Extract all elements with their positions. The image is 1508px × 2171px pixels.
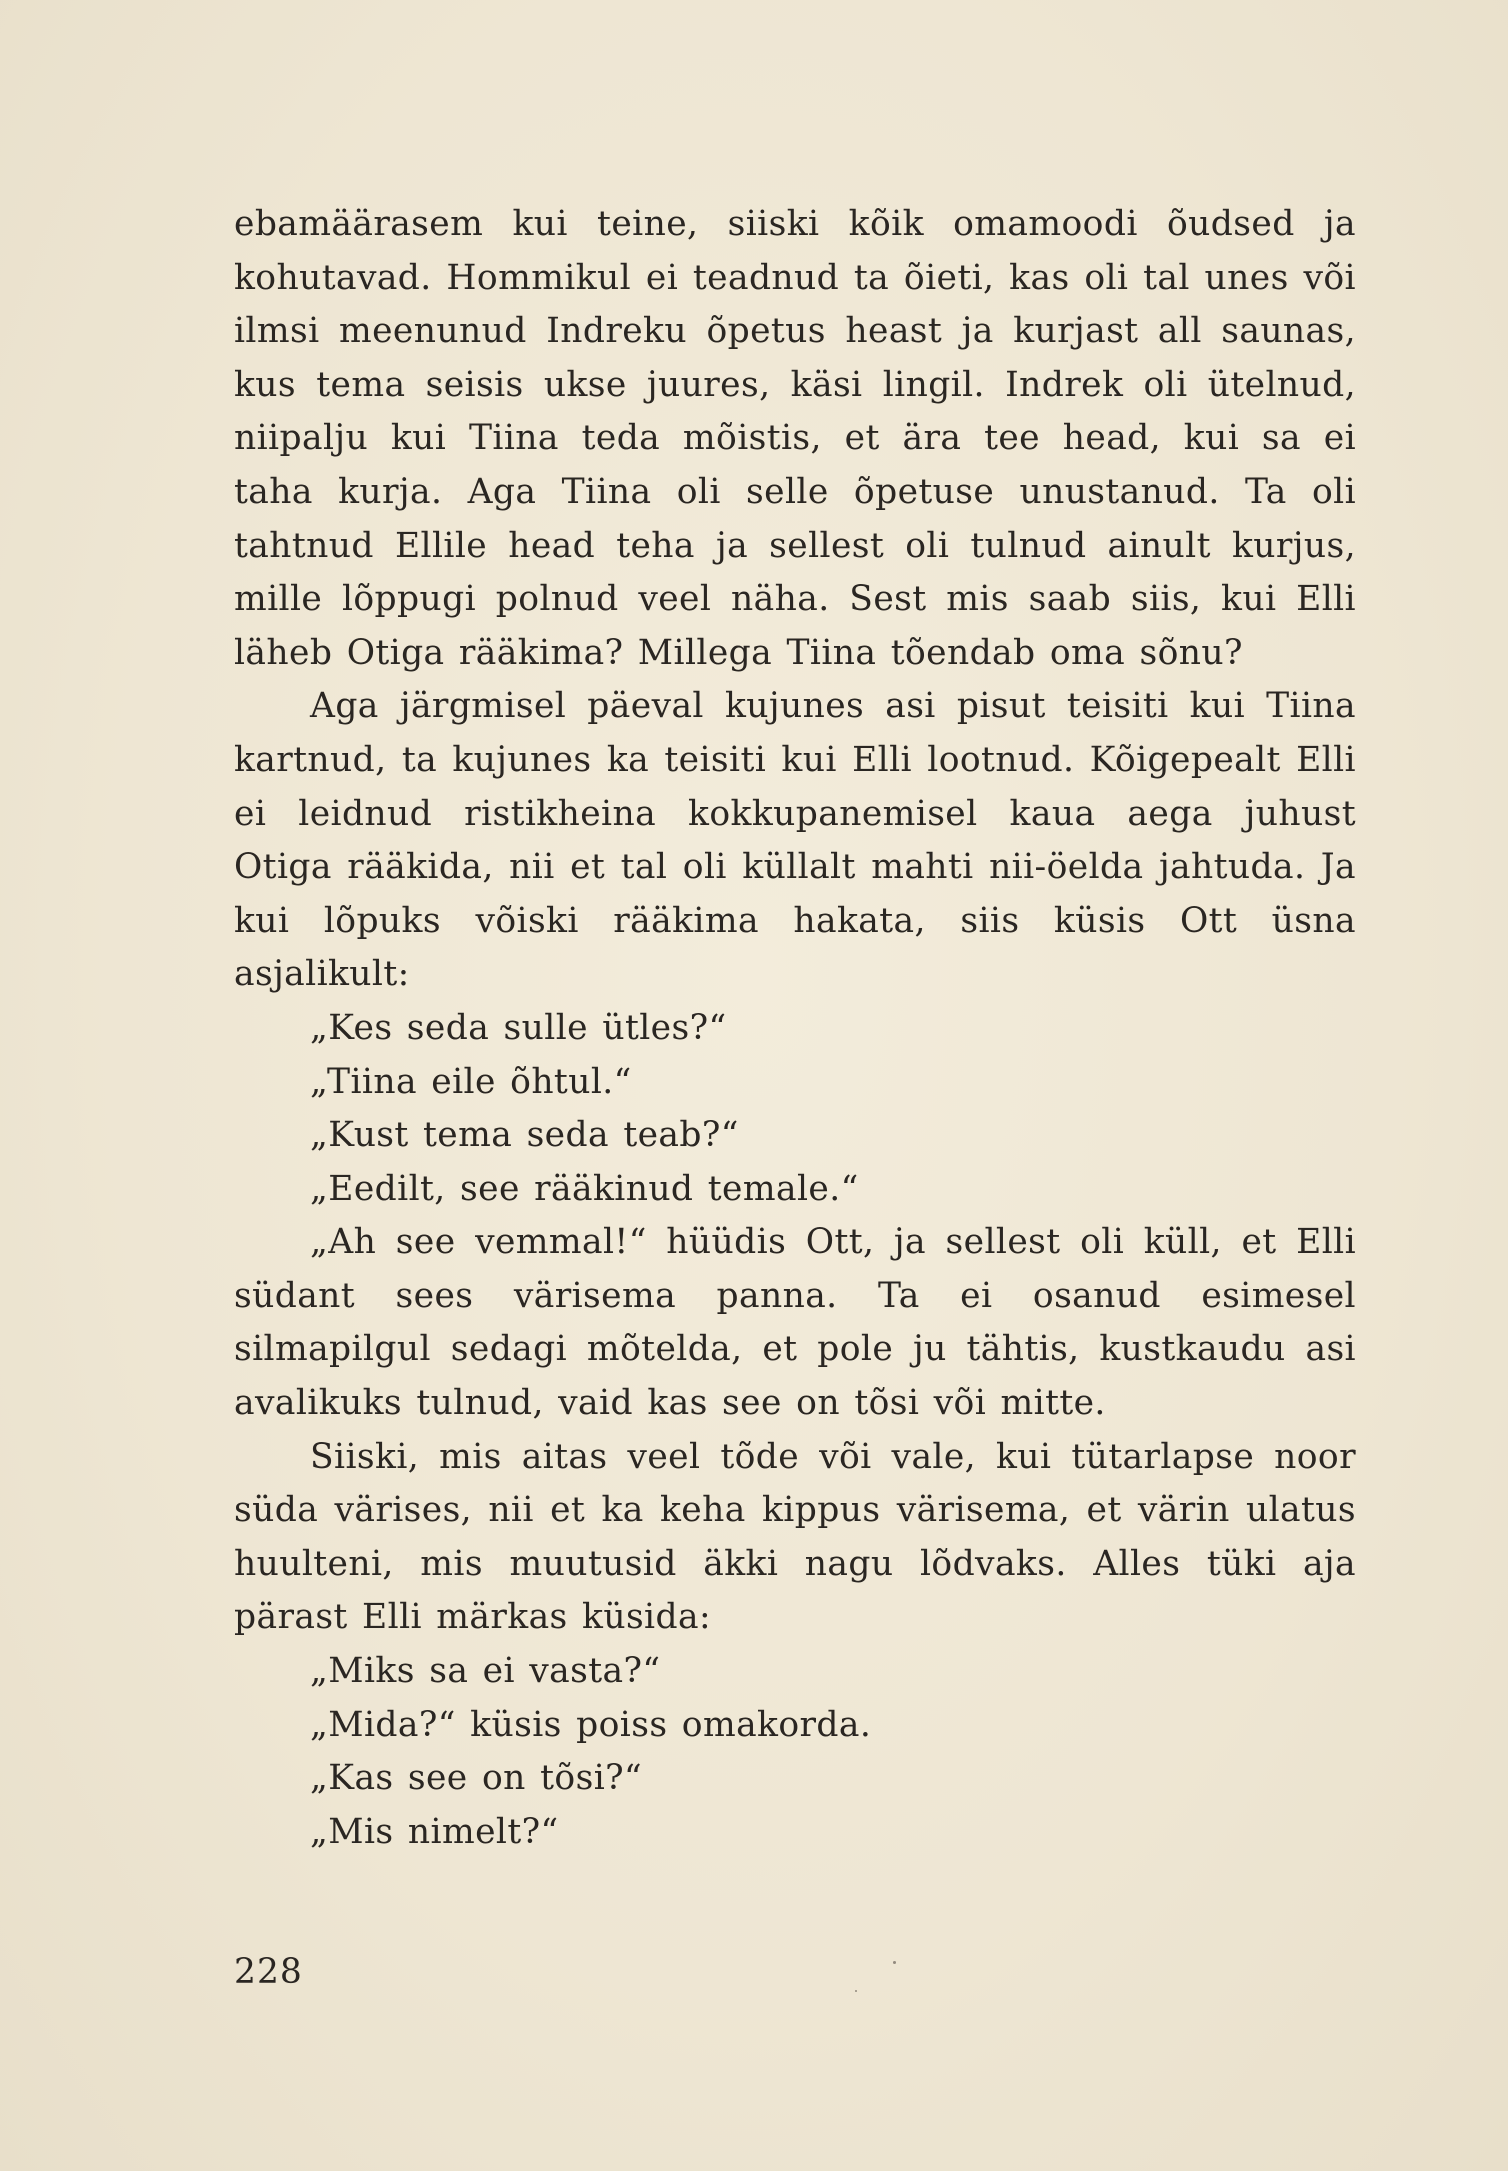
dialogue-line: „Mida?“ küsis poiss omakorda.	[310, 1704, 872, 1745]
dialogue-line: „Miks sa ei vasta?“	[310, 1651, 661, 1692]
dialogue-line: „Eedilt, see rääkinud temale.“	[310, 1168, 859, 1209]
paragraph: ebamäärasem kui teine, siiski kõik omamoodi õudsed ja kohutavad. Hommikul ei teadnud ta õieti, kas oli tal unes või ilmsi meenunud Indreku õpetus heast ja kurjast all saunas, kus tema seisis ukse juures, käsi lingil. Indrek oli ütelnud, niipalju kui Tiina teda mõistis, et ära tee head, kui sa ei taha kurja. Aga Tiina oli selle õpetuse unustanud. Ta oli tahtnud Ellile head teha ja sellest oli tulnud ainult kurjus, mille lõppugi polnud veel näha. Sest mis saab siis, kui Elli läheb Otiga rääkima? Millega Tiina tõendab oma sõnu?	[234, 204, 1356, 673]
paragraph: Aga järgmisel päeval kujunes asi pisut teisiti kui Tiina kartnud, ta kujunes ka teisiti kui Elli lootnud. Kõigepealt Elli ei leidnud ristikheina kokkupanemisel kaua aega juhust Otiga rääkida, nii et tal oli küllalt mahti nii-öelda jahtuda. Ja kui lõpuks võiski rääkima hakata, siis küsis Ott üsna asjalikult:	[234, 686, 1356, 995]
paragraph: Siiski, mis aitas veel tõde või vale, kui tütarlapse noor süda värises, nii et ka keha kippus värisema, et värin ulatus huulteni, mis muutusid äkki nagu lõdvaks. Alles tüki aja pärast Elli märkas küsida:	[234, 1436, 1356, 1638]
paper-speck	[893, 1961, 896, 1964]
dialogue-line: „Kas see on tõsi?“	[310, 1758, 643, 1799]
paragraph: „Ah see vemmal!“ hüüdis Ott, ja sellest oli küll, et Elli südant sees värisema panna. Ta ei osanud esimesel silmapilgul sedagi mõtelda, et pole ju tähtis, kustkaudu asi avalikuks tulnud, vaid kas see on tõsi või mitte.	[234, 1222, 1356, 1424]
dialogue-line: „Kes seda sulle ütles?“	[310, 1007, 727, 1048]
dialogue-line: „Tiina eile õhtul.“	[310, 1061, 632, 1102]
page-number: 228	[234, 1952, 303, 1992]
paper-speck	[855, 1990, 857, 1992]
page-body	[234, 198, 1356, 1859]
dialogue-line: „Mis nimelt?“	[310, 1811, 559, 1852]
dialogue-line: „Kust tema seda teab?“	[310, 1115, 739, 1156]
